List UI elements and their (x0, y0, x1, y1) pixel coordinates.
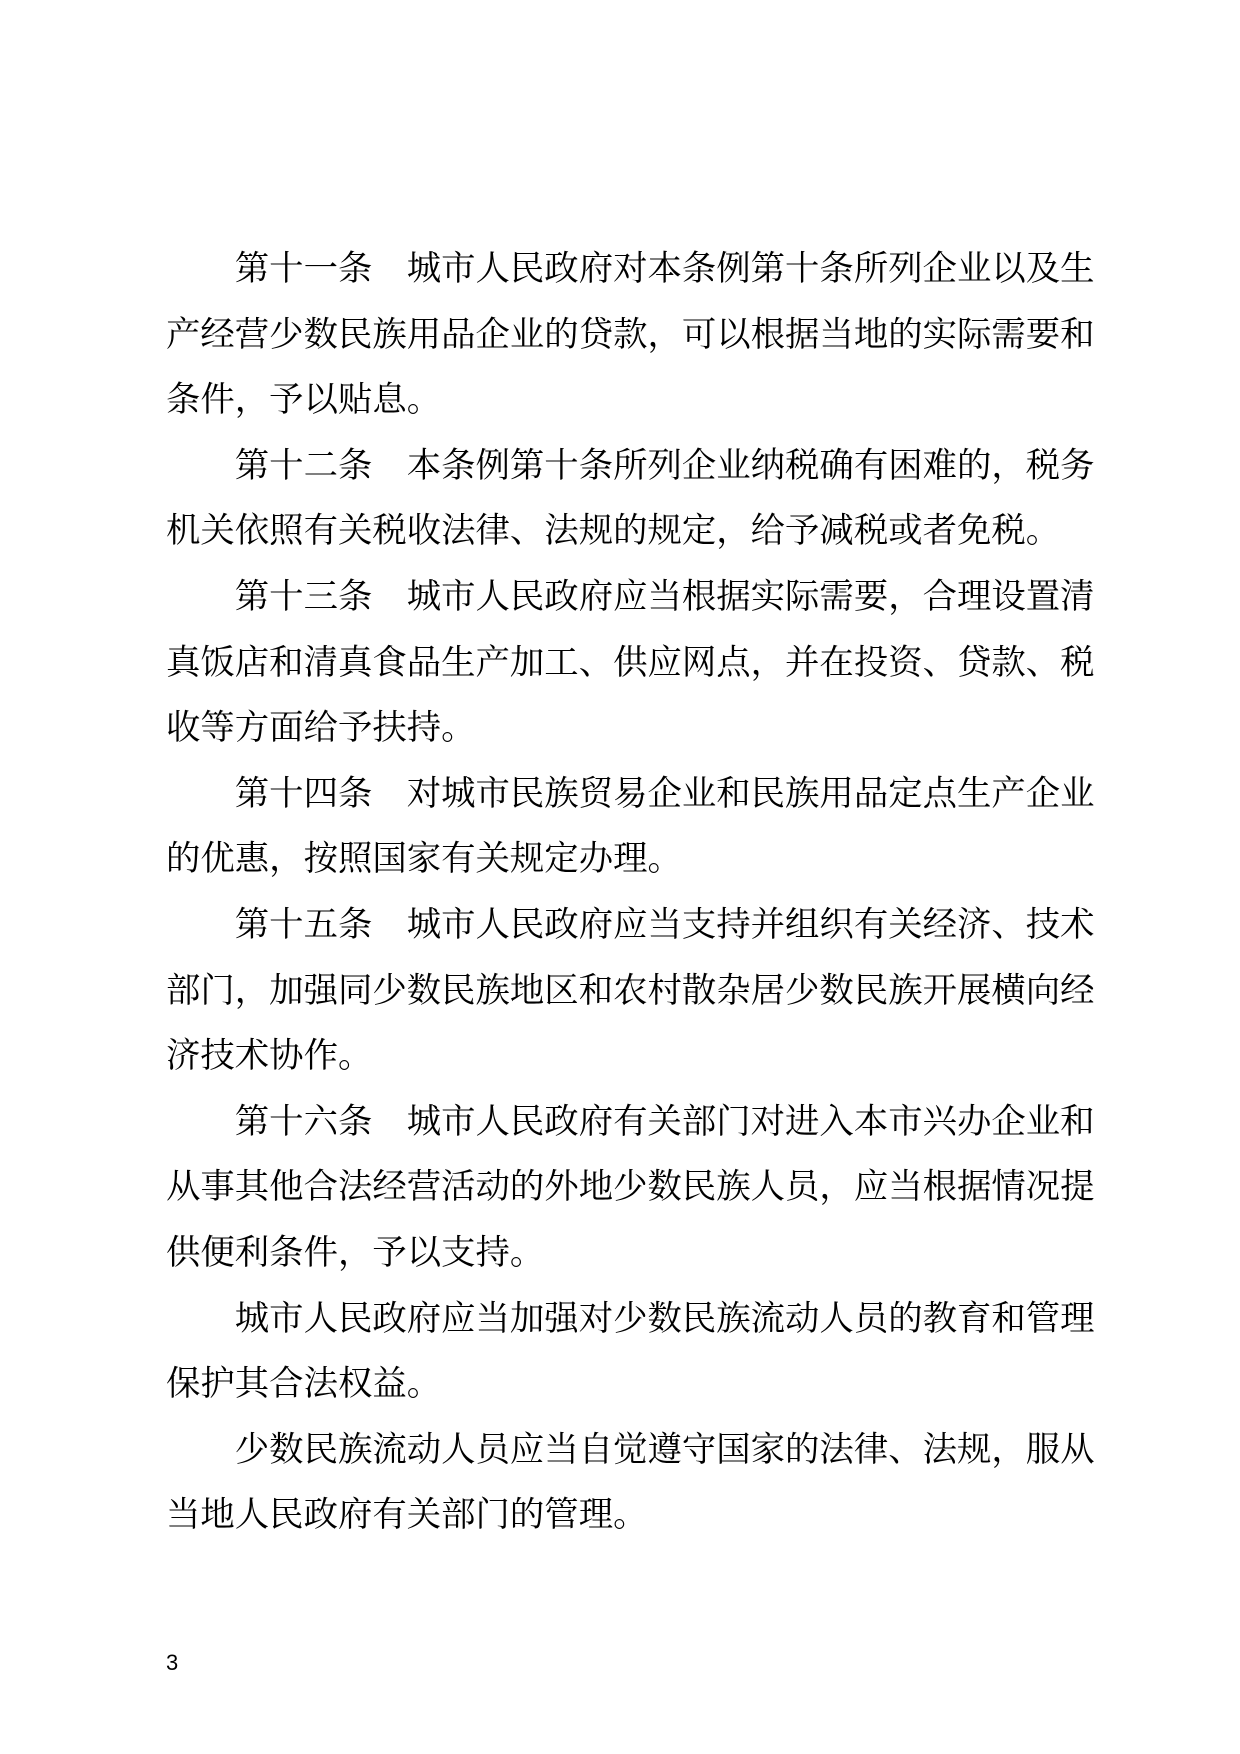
text-line: 第十一条 城市人民政府对本条例第十条所列企业以及生 (166, 249, 1095, 289)
paragraph (166, 565, 1106, 762)
text-line: 城市人民政府应当加强对少数民族流动人员的教育和管理 (166, 1298, 1095, 1339)
paragraph (166, 762, 1106, 893)
text-line: 少数民族流动人员应当自觉遵守国家的法律、法规，服从 (166, 1429, 1095, 1470)
paragraph (166, 1418, 1106, 1549)
text-line: 条件，予以贴息。 (166, 380, 442, 421)
text-line: 的优惠，按照国家有关规定办理。 (166, 839, 682, 880)
paragraph (166, 434, 1106, 565)
paragraph (166, 1287, 1106, 1418)
page-number: 3 (166, 1650, 179, 1675)
text-line: 机关依照有关税收法律、法规的规定，给予减税或者免税。 (166, 511, 1061, 552)
text-line: 第十三条 城市人民政府应当根据实际需要，合理设置清 (166, 576, 1095, 617)
text-line: 部门，加强同少数民族地区和农村散杂居少数民族开展横向经 (166, 970, 1095, 1011)
text-line: 产经营少数民族用品企业的贷款，可以根据当地的实际需要和 (166, 314, 1095, 355)
text-line: 第十二条 本条例第十条所列企业纳税确有困难的，税务 (166, 445, 1095, 486)
text-line: 收等方面给予扶持。 (166, 708, 476, 749)
text-line: 真饭店和清真食品生产加工、供应网点，并在投资、贷款、税 (166, 642, 1095, 683)
document-body (166, 237, 1106, 1549)
text-line: 供便利条件，予以支持。 (166, 1232, 545, 1273)
paragraph (166, 1090, 1106, 1287)
text-line: 第十六条 城市人民政府有关部门对进入本市兴办企业和 (166, 1101, 1095, 1142)
text-line: 当地人民政府有关部门的管理。 (166, 1495, 648, 1536)
paragraph (166, 237, 1106, 434)
text-line: 从事其他合法经营活动的外地少数民族人员，应当根据情况提 (166, 1167, 1095, 1208)
text-line: 保护其合法权益。 (166, 1364, 442, 1405)
text-line: 济技术协作。 (166, 1036, 373, 1077)
text-line: 第十四条 对城市民族贸易企业和民族用品定点生产企业 (166, 773, 1095, 814)
paragraph (166, 893, 1106, 1090)
text-line: 第十五条 城市人民政府应当支持并组织有关经济、技术 (166, 904, 1095, 945)
